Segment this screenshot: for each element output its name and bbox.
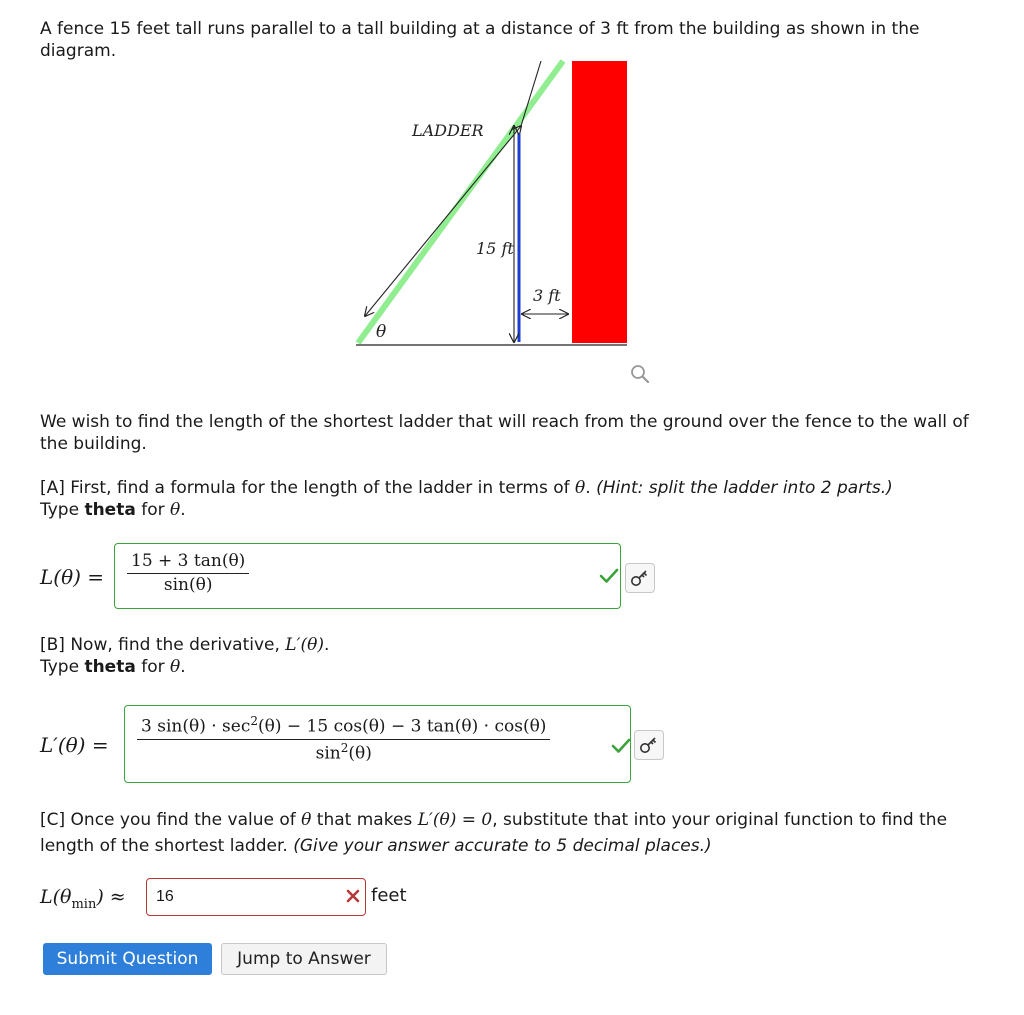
ladder-dimension-arrow: [365, 126, 521, 316]
part-b-denominator: $\sin^2(\theta)$: [315, 740, 372, 764]
part-b-numerator: 3 $\sin(\theta) \cdot \sec^2(\theta) - 15$ cos(θ) − 3 tan(θ) · cos(θ): [141, 714, 547, 737]
part-b-answer-fraction: [137, 714, 550, 763]
part-b-lhs: L′(θ) =: [40, 733, 109, 757]
correct-check-icon: [599, 568, 619, 584]
problem-goal: We wish to find the length of the shortest ladder that will reach from the ground over the fence to the wall of the building.: [40, 412, 969, 454]
part-a-numerator: 15 + 3 tan(θ): [131, 551, 246, 571]
part-a-answer-fraction: [127, 551, 249, 595]
submit-question-button[interactable]: Submit Question: [43, 943, 212, 975]
fence-ladder-diagram: [0, 0, 1024, 400]
key-icon: [626, 564, 654, 592]
distance-label: 3 ft: [533, 286, 561, 305]
problem-intro: A fence 15 feet tall runs parallel to a tall building at a distance of 3 ft from the building as shown in the diagram.: [40, 19, 920, 61]
part-c-answer-input[interactable]: [146, 878, 366, 916]
part-c-lhs: $L(\theta_{min})$ ≈: [40, 886, 126, 912]
zoom-icon[interactable]: [628, 362, 652, 386]
key-button[interactable]: [634, 730, 664, 760]
key-icon: [635, 731, 663, 759]
height-label: 15 ft: [476, 239, 514, 258]
part-c-answer-value: 16: [156, 888, 174, 905]
part-c-prompt: [C] Once you find the value of θ that makes L′(θ) = 0, substitute that into your original function to find the length of the shortest ladder. (Give your answer accurate to 5 decimal places.): [40, 810, 948, 856]
key-button[interactable]: [625, 563, 655, 593]
part-a-prompt: [A] First, find a formula for the length of the ladder in terms of θ. (Hint: split the ladder into 2 parts.) Type theta for θ.: [40, 478, 893, 520]
part-a-denominator: sin(θ): [163, 575, 213, 595]
angle-label: θ: [376, 322, 387, 342]
part-a-lhs: L(θ) =: [40, 565, 105, 589]
correct-check-icon: [611, 738, 631, 754]
ladder-label: LADDER: [412, 121, 484, 140]
jump-to-answer-button[interactable]: Jump to Answer: [221, 943, 387, 975]
part-b-prompt: [B] Now, find the derivative, L′(θ). Type theta for θ.: [40, 635, 330, 677]
incorrect-x-icon: [345, 888, 361, 904]
building-wall: [572, 61, 627, 343]
unit-label: feet: [371, 885, 407, 906]
